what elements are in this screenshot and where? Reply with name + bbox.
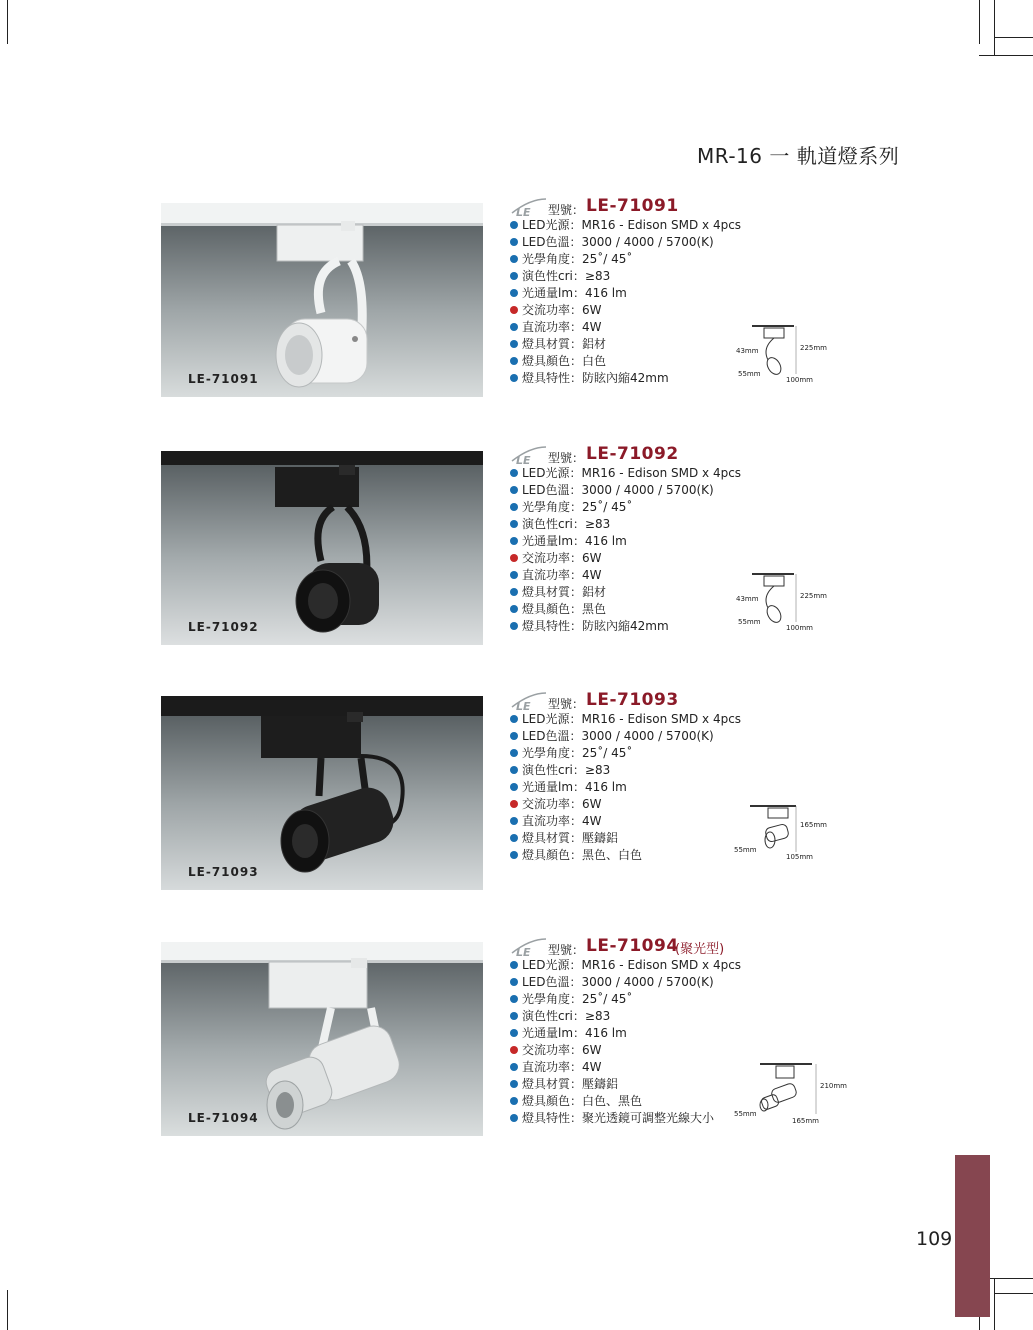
- spec-label: 交流功率: [522, 1043, 571, 1057]
- bullet-icon: [510, 554, 518, 562]
- spec-row: 交流功率：6W: [510, 550, 780, 567]
- spec-value: 4W: [582, 320, 602, 334]
- bullet-icon: [510, 961, 518, 969]
- spec-label: 演色性cri: [522, 1009, 573, 1023]
- model-row: [510, 691, 780, 711]
- spec-label: 光通量lm: [522, 286, 574, 300]
- dimension-drawing: [732, 568, 832, 638]
- model-row: [510, 937, 780, 957]
- spec-value: MR16 - Edison SMD x 4pcs: [581, 712, 742, 726]
- bullet-icon: [510, 766, 518, 774]
- spec-value: 3000 / 4000 / 5700(K): [581, 729, 714, 743]
- svg-text:LE: LE: [516, 700, 531, 713]
- crop-mark: [7, 1290, 8, 1330]
- spec-label: 燈具特性: [522, 1111, 571, 1125]
- bullet-icon: [510, 272, 518, 280]
- spec-row: LED色溫：3000 / 4000 / 5700(K): [510, 974, 780, 991]
- bullet-icon: [510, 605, 518, 613]
- bullet-icon: [510, 800, 518, 808]
- bullet-icon: [510, 1080, 518, 1088]
- spec-value: 壓鑄鋁: [582, 1077, 619, 1091]
- product-photo: [161, 696, 483, 890]
- dim-b: 55mm: [734, 1110, 757, 1118]
- spec-row: LED光源：MR16 - Edison SMD x 4pcs: [510, 957, 780, 974]
- spec-row: 燈具特性：防眩內縮42mm: [510, 370, 780, 387]
- dim-c: 165mm: [800, 821, 827, 829]
- spec-row: 光學角度：25˚/ 45˚: [510, 991, 780, 1008]
- model-prefix: 型號：: [548, 451, 585, 465]
- spec-row: 燈具顏色：白色、黑色: [510, 1093, 780, 1110]
- dim-d: 100mm: [786, 376, 813, 384]
- spec-row: LED色溫：3000 / 4000 / 5700(K): [510, 482, 780, 499]
- dim-d: 165mm: [792, 1117, 819, 1125]
- bullet-icon: [510, 1012, 518, 1020]
- dim-b: 55mm: [734, 846, 757, 854]
- spec-value: MR16 - Edison SMD x 4pcs: [581, 218, 742, 232]
- page-number: 109: [916, 1228, 953, 1250]
- spec-label: 燈具顏色: [522, 602, 571, 616]
- spec-row: 燈具特性：聚光透鏡可調整光線大小: [510, 1110, 780, 1127]
- bullet-icon: [510, 622, 518, 630]
- bullet-icon: [510, 1063, 518, 1071]
- spec-label: 光學角度: [522, 746, 571, 760]
- spec-label: 燈具材質: [522, 1077, 571, 1091]
- crop-mark: [979, 55, 1033, 56]
- bullet-icon: [510, 221, 518, 229]
- le-logo-icon: [510, 937, 548, 959]
- bullet-icon: [510, 503, 518, 511]
- spec-row: 直流功率：4W: [510, 813, 780, 830]
- spec-value: 3000 / 4000 / 5700(K): [581, 483, 714, 497]
- spec-value: 白色: [582, 354, 607, 368]
- le-logo-icon: [510, 691, 548, 713]
- spec-value: ≥83: [584, 517, 611, 531]
- dim-a: 43mm: [736, 595, 759, 603]
- photo-label: LE-71092: [188, 620, 259, 634]
- spec-label: 演色性cri: [522, 517, 573, 531]
- spec-label: LED色溫: [522, 483, 570, 497]
- model-number: LE-71092: [586, 444, 679, 464]
- spec-row: 交流功率：6W: [510, 796, 780, 813]
- spec-value: 壓鑄鋁: [582, 831, 619, 845]
- bullet-icon: [510, 289, 518, 297]
- spec-value: 25˚/ 45˚: [582, 992, 633, 1006]
- spec-value: 25˚/ 45˚: [582, 500, 633, 514]
- spec-value: 黑色、白色: [582, 848, 643, 862]
- dim-c: 225mm: [800, 592, 827, 600]
- svg-text:LE: LE: [516, 946, 531, 959]
- spec-value: 聚光透鏡可調整光線大小: [582, 1111, 715, 1125]
- spec-row: LED色溫：3000 / 4000 / 5700(K): [510, 234, 780, 251]
- bullet-icon: [510, 520, 518, 528]
- bullet-icon: [510, 732, 518, 740]
- spec-label: 交流功率: [522, 551, 571, 565]
- spec-row: 演色性cri：≥83: [510, 268, 780, 285]
- dim-c: 225mm: [800, 344, 827, 352]
- spec-row: 光通量lm：416 lm: [510, 533, 780, 550]
- spec-row: 燈具材質：鋁材: [510, 584, 780, 601]
- spec-value: 416 lm: [585, 780, 627, 794]
- spec-value: 4W: [582, 568, 602, 582]
- product-photo: [161, 451, 483, 645]
- spec-row: 燈具材質：壓鑄鋁: [510, 830, 780, 847]
- spec-row: 燈具材質：壓鑄鋁: [510, 1076, 780, 1093]
- bullet-icon: [510, 1114, 518, 1122]
- bullet-icon: [510, 715, 518, 723]
- bullet-icon: [510, 588, 518, 596]
- spec-label: 演色性cri: [522, 269, 573, 283]
- side-color-bar: [955, 1155, 990, 1317]
- spec-value: 416 lm: [585, 1026, 627, 1040]
- crop-mark: [994, 1278, 995, 1330]
- bullet-icon: [510, 255, 518, 263]
- spec-value: ≥83: [584, 1009, 611, 1023]
- spec-value: MR16 - Edison SMD x 4pcs: [581, 466, 742, 480]
- model-row: [510, 197, 780, 217]
- bullet-icon: [510, 834, 518, 842]
- spec-label: 直流功率: [522, 320, 571, 334]
- bullet-icon: [510, 306, 518, 314]
- spec-label: 燈具材質: [522, 585, 571, 599]
- spec-value: 4W: [582, 814, 602, 828]
- spec-label: LED色溫: [522, 975, 570, 989]
- model-prefix: 型號：: [548, 203, 585, 217]
- spec-row: 燈具顏色：黑色: [510, 601, 780, 618]
- spec-value: 4W: [582, 1060, 602, 1074]
- spec-label: LED光源: [522, 218, 570, 232]
- spec-value: 25˚/ 45˚: [582, 746, 633, 760]
- spec-label: 光學角度: [522, 252, 571, 266]
- spec-label: 直流功率: [522, 814, 571, 828]
- spec-value: 6W: [582, 797, 602, 811]
- spec-row: LED光源：MR16 - Edison SMD x 4pcs: [510, 217, 780, 234]
- spec-row: 直流功率：4W: [510, 1059, 780, 1076]
- spec-label: 燈具特性: [522, 371, 571, 385]
- model-number: LE-71091: [586, 196, 679, 216]
- spec-value: 防眩內縮42mm: [582, 619, 669, 633]
- dim-d: 105mm: [786, 853, 813, 861]
- bullet-icon: [510, 1097, 518, 1105]
- product-photo: [161, 942, 483, 1136]
- spec-value: ≥83: [584, 269, 611, 283]
- spec-value: 鋁材: [582, 337, 607, 351]
- spec-value: 3000 / 4000 / 5700(K): [581, 235, 714, 249]
- dim-b: 55mm: [738, 618, 761, 626]
- bullet-icon: [510, 238, 518, 246]
- spec-value: 6W: [582, 303, 602, 317]
- spec-row: 燈具特性：防眩內縮42mm: [510, 618, 780, 635]
- spec-value: 416 lm: [585, 534, 627, 548]
- bullet-icon: [510, 323, 518, 331]
- spec-row: LED光源：MR16 - Edison SMD x 4pcs: [510, 711, 780, 728]
- spec-label: 光學角度: [522, 500, 571, 514]
- spec-value: 黑色: [582, 602, 607, 616]
- spec-row: 光學角度：25˚/ 45˚: [510, 251, 780, 268]
- spec-label: 燈具材質: [522, 337, 571, 351]
- bullet-icon: [510, 571, 518, 579]
- spec-label: 直流功率: [522, 568, 571, 582]
- spec-label: 直流功率: [522, 1060, 571, 1074]
- product-photo: [161, 203, 483, 397]
- spec-row: 燈具材質：鋁材: [510, 336, 780, 353]
- crop-mark: [7, 0, 8, 44]
- spec-label: 交流功率: [522, 797, 571, 811]
- bullet-icon: [510, 1029, 518, 1037]
- bullet-icon: [510, 469, 518, 477]
- le-logo-icon: [510, 445, 548, 467]
- spec-value: 鋁材: [582, 585, 607, 599]
- bullet-icon: [510, 995, 518, 1003]
- spec-value: 白色、黑色: [582, 1094, 643, 1108]
- spec-label: 光學角度: [522, 992, 571, 1006]
- model-number: LE-71094: [586, 936, 679, 956]
- spec-row: 交流功率：6W: [510, 302, 780, 319]
- spec-label: LED光源: [522, 466, 570, 480]
- bullet-icon: [510, 340, 518, 348]
- spec-label: 燈具材質: [522, 831, 571, 845]
- spec-row: 直流功率：4W: [510, 567, 780, 584]
- le-logo-icon: [510, 197, 548, 219]
- bullet-icon: [510, 537, 518, 545]
- spec-value: 3000 / 4000 / 5700(K): [581, 975, 714, 989]
- spec-row: 交流功率：6W: [510, 1042, 780, 1059]
- dimension-drawing: [732, 1058, 847, 1132]
- spec-label: LED光源: [522, 958, 570, 972]
- bullet-icon: [510, 486, 518, 494]
- spec-value: 6W: [582, 1043, 602, 1057]
- bullet-icon: [510, 749, 518, 757]
- spec-row: 演色性cri：≥83: [510, 762, 780, 779]
- spec-value: 6W: [582, 551, 602, 565]
- spec-value: 25˚/ 45˚: [582, 252, 633, 266]
- spec-label: 燈具顏色: [522, 848, 571, 862]
- bullet-icon: [510, 374, 518, 382]
- model-prefix: 型號：: [548, 943, 585, 957]
- svg-text:LE: LE: [516, 454, 531, 467]
- spec-label: 光通量lm: [522, 534, 574, 548]
- spec-row: 光通量lm：416 lm: [510, 779, 780, 796]
- svg-text:LE: LE: [516, 206, 531, 219]
- bullet-icon: [510, 783, 518, 791]
- crop-mark: [979, 0, 980, 44]
- crop-mark: [994, 0, 995, 55]
- spec-label: 演色性cri: [522, 763, 573, 777]
- spec-row: 演色性cri：≥83: [510, 1008, 780, 1025]
- spec-label: 光通量lm: [522, 1026, 574, 1040]
- dimension-drawing: [732, 320, 832, 390]
- spec-label: 燈具顏色: [522, 1094, 571, 1108]
- spec-label: LED色溫: [522, 729, 570, 743]
- spec-label: LED光源: [522, 712, 570, 726]
- bullet-icon: [510, 357, 518, 365]
- spec-value: 416 lm: [585, 286, 627, 300]
- model-row: [510, 445, 780, 465]
- spec-value: MR16 - Edison SMD x 4pcs: [581, 958, 742, 972]
- dimension-drawing: [732, 800, 832, 868]
- dim-b: 55mm: [738, 370, 761, 378]
- spec-label: LED色溫: [522, 235, 570, 249]
- photo-label: LE-71093: [188, 865, 259, 879]
- page-title: MR-16 一 軌道燈系列: [697, 144, 900, 168]
- spec-row: 燈具顏色：白色: [510, 353, 780, 370]
- spec-row: 光學角度：25˚/ 45˚: [510, 745, 780, 762]
- bullet-icon: [510, 1046, 518, 1054]
- model-prefix: 型號：: [548, 697, 585, 711]
- spec-row: LED光源：MR16 - Edison SMD x 4pcs: [510, 465, 780, 482]
- photo-label: LE-71094: [188, 1111, 259, 1125]
- spec-value: 防眩內縮42mm: [582, 371, 669, 385]
- photo-label: LE-71091: [188, 372, 259, 386]
- spec-row: 光通量lm：416 lm: [510, 1025, 780, 1042]
- dim-d: 100mm: [786, 624, 813, 632]
- bullet-icon: [510, 817, 518, 825]
- spec-row: 光通量lm：416 lm: [510, 285, 780, 302]
- spec-row: LED色溫：3000 / 4000 / 5700(K): [510, 728, 780, 745]
- bullet-icon: [510, 978, 518, 986]
- spec-row: 直流功率：4W: [510, 319, 780, 336]
- spec-row: 燈具顏色：黑色、白色: [510, 847, 780, 864]
- spec-label: 光通量lm: [522, 780, 574, 794]
- spec-label: 燈具特性: [522, 619, 571, 633]
- spec-value: ≥83: [584, 763, 611, 777]
- spec-label: 交流功率: [522, 303, 571, 317]
- model-number: LE-71093: [586, 690, 679, 710]
- spec-row: 演色性cri：≥83: [510, 516, 780, 533]
- crop-mark: [994, 37, 1033, 38]
- spec-label: 燈具顏色: [522, 354, 571, 368]
- bullet-icon: [510, 851, 518, 859]
- dim-c: 210mm: [820, 1082, 847, 1090]
- crop-mark: [994, 1293, 1033, 1294]
- model-suffix: (聚光型): [675, 942, 725, 957]
- spec-row: 光學角度：25˚/ 45˚: [510, 499, 780, 516]
- dim-a: 43mm: [736, 347, 759, 355]
